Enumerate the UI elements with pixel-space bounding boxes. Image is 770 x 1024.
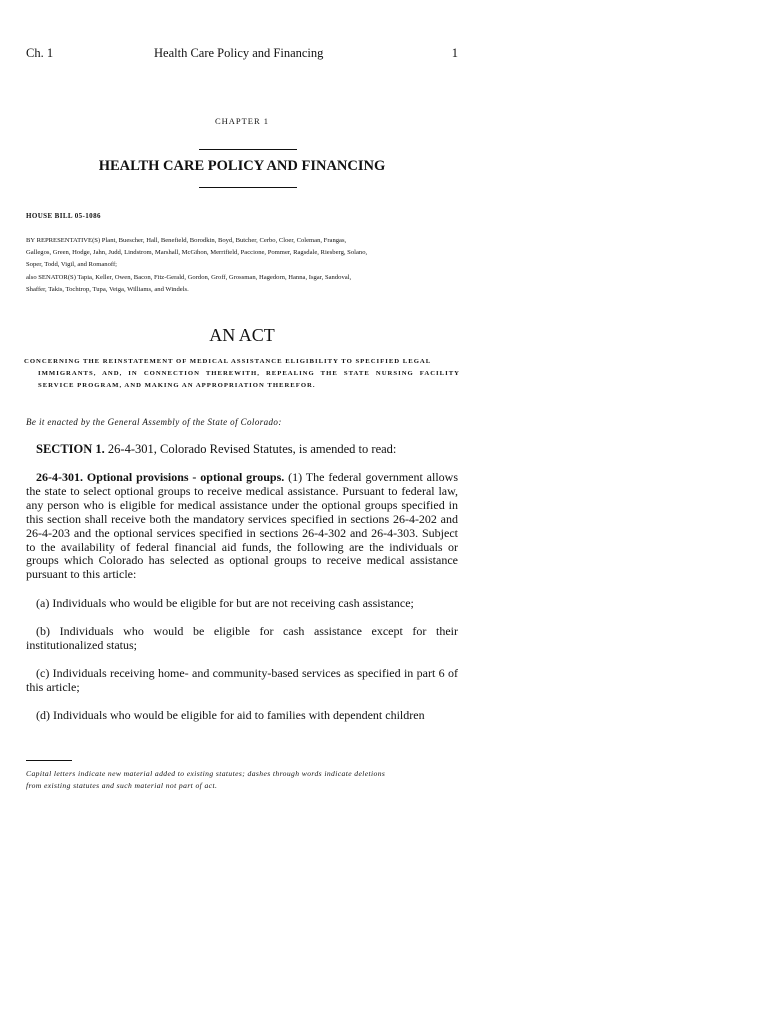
statute-body: (1) The federal government allows the state to select optional groups to receive medical assistance. Pursuant to federal law, any person who is eligible for medical assistance under the optional groups specified in this section shall receive both the mandatory services specified in sections 26-4-202 and 26-4-203 and the optional services specified in sections 26-4-302 and 26-4-303. Subject to the availability of federal financial aid funds, the following are the individuals or groups which Colorado has selected as optional groups to receive medical assistance pursuant to this article:	[26, 470, 459, 582]
statute-heading: 26-4-301. Optional provisions - optional groups.	[36, 470, 285, 484]
concerning-line: CONCERNING THE REINSTATEMENT OF MEDICAL ASSISTANCE ELIGIBILITY TO SPECIFIED LEGAL	[24, 358, 432, 365]
statute-item-text: (b) Individuals who would be eligible for cash assistance except for their institutionalized status;	[26, 624, 458, 652]
sponsors-line: Shaffer, Takis, Tochtrop, Tupa, Veiga, Williams, and Windels.	[26, 285, 189, 293]
chapter-title: HEALTH CARE POLICY AND FINANCING	[98, 158, 386, 174]
section-label: SECTION 1.	[36, 442, 105, 456]
running-title: Health Care Policy and Financing	[154, 46, 324, 60]
statute-item-b	[26, 625, 458, 653]
concerning-clause	[24, 356, 460, 392]
chapter-short-label: Ch. 1	[26, 46, 54, 60]
statute-item-c	[26, 667, 458, 695]
footnote-line: Capital letters indicate new material added to existing statutes; dashes through words indicate deletions	[26, 769, 386, 778]
footnote-line: from existing statutes and such material not part of act.	[26, 781, 218, 790]
act-title: AN ACT	[209, 325, 275, 345]
chapter-label: CHAPTER 1	[214, 116, 270, 126]
statute-item-text: (c) Individuals receiving home- and community-based services as specified in part 6 of this article;	[26, 666, 458, 694]
title-rule-top	[199, 149, 297, 150]
statute-item-d	[26, 709, 458, 723]
sponsors-line: BY REPRESENTATIVE(S) Plant, Buescher, Hall, Benefield, Borodkin, Boyd, Butcher, Cerbo, Cloer, Coleman, Frangas,	[26, 237, 347, 244]
statute-item-text: (d) Individuals who would be eligible for aid to families with dependent children	[36, 708, 425, 722]
sponsors-list	[26, 235, 462, 296]
footnote	[26, 768, 466, 792]
concerning-line: IMMIGRANTS, AND, IN CONNECTION THEREWITH, REPEALING THE STATE NURSING FACILITY	[38, 370, 460, 377]
running-header	[26, 46, 458, 64]
statute-item-a	[26, 597, 458, 611]
section-heading	[36, 442, 460, 457]
footnote-rule	[26, 760, 72, 761]
sponsors-line: Soper, Todd, Vigil, and Romanoff;	[26, 261, 118, 269]
bill-number: HOUSE BILL 05-1086	[26, 212, 101, 220]
concerning-line: SERVICE PROGRAM, AND MAKING AN APPROPRIATION THEREFOR.	[38, 382, 316, 389]
section-text: 26-4-301, Colorado Revised Statutes, is amended to read:	[107, 442, 397, 456]
title-rule-bottom	[199, 187, 297, 188]
statute-item-text: (a) Individuals who would be eligible for but are not receiving cash assistance;	[36, 596, 414, 610]
sponsors-line: also SENATOR(S) Tapia, Keller, Owen, Bacon, Fitz-Gerald, Gordon, Groff, Grossman, Hagedorn, Hanna, Isgar, Sandoval,	[26, 273, 352, 281]
enacting-clause: Be it enacted by the General Assembly of the State of Colorado:	[26, 417, 282, 427]
statute-paragraph	[26, 471, 458, 582]
sponsors-line: Gallegos, Green, Hodge, Jahn, Judd, Lindstrom, Marshall, McGihon, Merrifield, Paccione, Pommer, Ragsdale, Riesberg, Solano,	[26, 249, 368, 257]
page-number: 1	[451, 46, 458, 60]
